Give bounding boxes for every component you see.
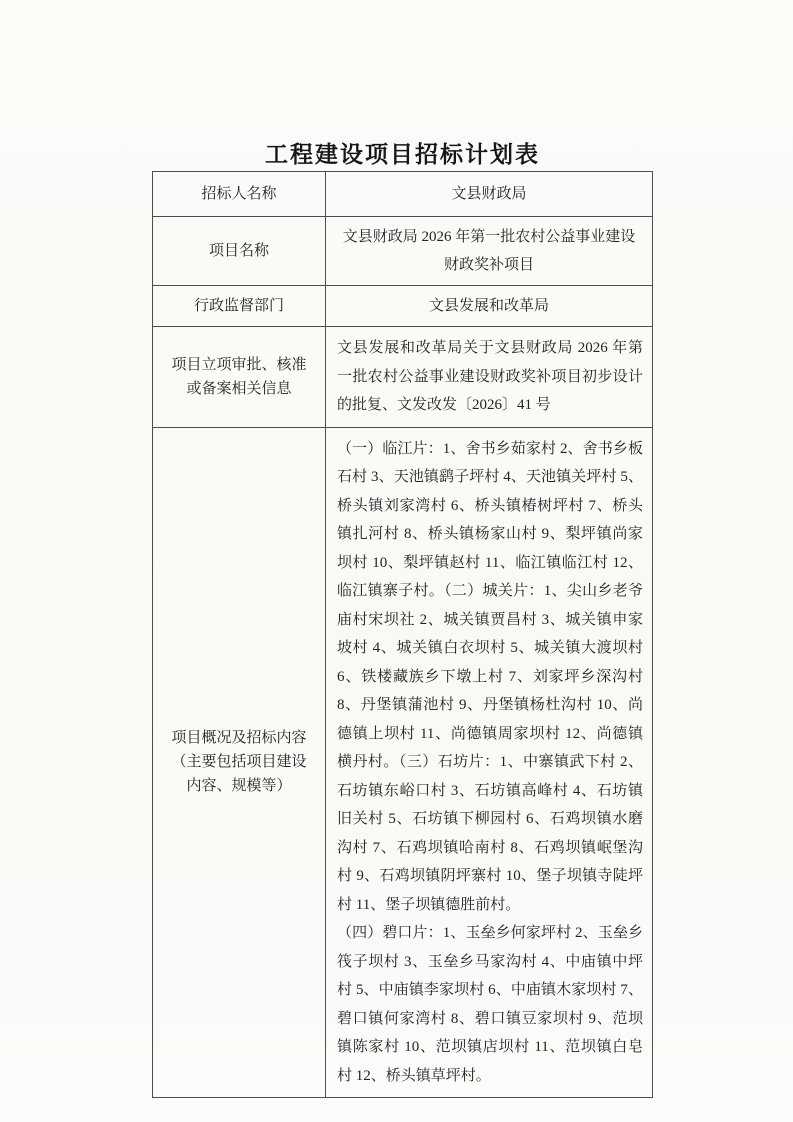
- row-label-project-name: 项目名称: [153, 217, 326, 285]
- row-label-project-overview: 项目概况及招标内容（主要包括项目建设内容、规模等）: [153, 428, 326, 1098]
- table-row-project-name: [153, 216, 652, 285]
- row-value-project-name: 文县财政局 2026 年第一批农村公益事业建设财政奖补项目: [342, 229, 636, 273]
- row-label-supervision-dept: 行政监督部门: [153, 286, 326, 326]
- table-row-project-overview: [153, 427, 652, 1098]
- row-value-bidder-name: 文县财政局: [451, 186, 527, 202]
- row-value-supervision-dept: 文县发展和改革局: [428, 298, 549, 314]
- table-row-supervision-dept: [153, 285, 652, 326]
- table-row-approval-info: [153, 326, 652, 427]
- overview-paragraph-2: （四）碧口片：1、玉垒乡何家坪村 2、玉垒乡筏子坝村 3、玉垒乡马家沟村 4、中庙镇中坪村 5、中庙镇李家坝村 6、中庙镇木家坝村 7、碧口镇何家湾村 8、碧口镇豆家坝村 9、范坝镇陈家村 10、范坝镇店坝村 11、范坝镇白皂村 12、桥头镇草坪村。: [337, 925, 643, 1084]
- document-title: 工程建设项目招标计划表: [265, 142, 540, 167]
- bidding-plan-table: [152, 171, 653, 1098]
- overview-paragraph-1: （一）临江片：1、舍书乡茹家村 2、舍书乡板石村 3、天池镇鹞子坪村 4、天池镇关坪村 5、桥头镇刘家湾村 6、桥头镇椿树坪村 7、桥头镇扎河村 8、桥头镇杨家山村 9、梨坪镇尚家坝村 10、梨坪镇赵村 11、临江镇临江村 12、临江镇寨子村。（二）城关片：1、尖山乡老爷庙村宋坝社 2、城关镇贾昌村 3、城关镇申家坡村 4、城关镇白衣坝村 5、城关镇大渡坝村 6、铁楼藏族乡下墩上村 7、刘家坪乡深沟村 8、丹堡镇蒲池村 9、丹堡镇杨杜沟村 10、尚德镇上坝村 11、尚德镇周家坝村 12、尚德镇横丹村。（三）石坊片：1、中寨镇武下村 2、石坊镇东峪口村 3、石坊镇高峰村 4、石坊镇旧关村 5、石坊镇下柳园村 6、石鸡坝镇水磨沟村 7、石鸡坝镇哈南村 8、石鸡坝镇岷堡沟村 9、石鸡坝镇阴坪寨村 10、堡子坝镇寺陡坪村 11、堡子坝镇德胜前村。: [337, 440, 643, 913]
- row-label-bidder-name: 招标人名称: [153, 172, 326, 216]
- table-row-bidder-name: [153, 172, 652, 216]
- row-value-project-overview: [326, 428, 652, 1098]
- row-value-approval-info: 文县发展和改革局关于文县财政局 2026 年第一批农村公益事业建设财政奖补项目初步设计的批复、文发改发〔2026〕41 号: [337, 340, 643, 413]
- row-label-approval-info: 项目立项审批、核准或备案相关信息: [153, 327, 326, 427]
